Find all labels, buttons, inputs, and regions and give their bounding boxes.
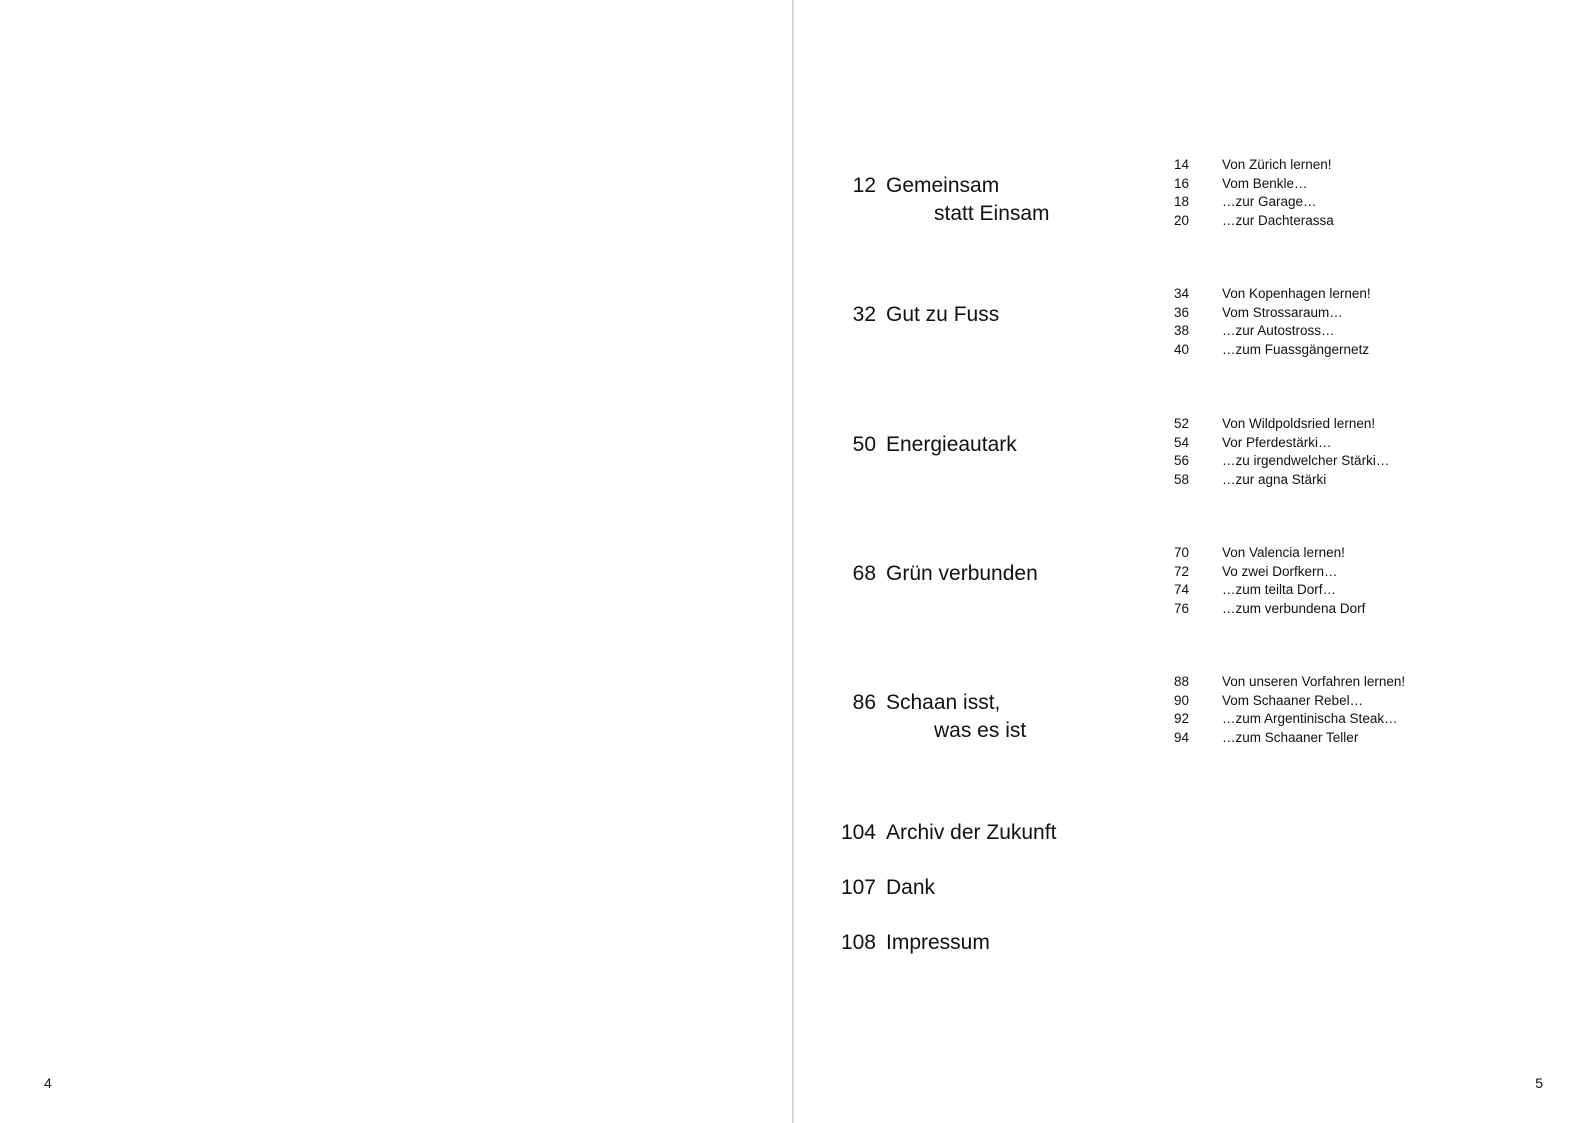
subsection-entry[interactable] [1174, 193, 1334, 212]
subsection-title: Von Kopenhagen lernen! [1222, 286, 1371, 301]
subsection-list [1174, 285, 1371, 360]
left-page [0, 0, 793, 1123]
subsection-title: …zur Garage… [1222, 194, 1317, 210]
subsection-entry[interactable] [1174, 434, 1389, 453]
chapter-title[interactable] [886, 874, 935, 902]
page-number-left: 4 [44, 1075, 52, 1091]
subsection-entry[interactable] [1174, 710, 1405, 729]
subsection-page-number: 52 [1174, 416, 1190, 431]
subsection-list [1174, 673, 1405, 748]
subsection-title: …zur Autostross… [1222, 323, 1335, 339]
subsection-entry[interactable] [1174, 600, 1365, 619]
subsection-title: …zum teilta Dorf… [1222, 582, 1337, 598]
subsection-entry[interactable] [1174, 341, 1371, 360]
subsection-page-number: 92 [1174, 711, 1190, 727]
subsection-entry[interactable] [1174, 212, 1334, 231]
subsection-title: Vom Strossaraum… [1222, 304, 1343, 320]
chapter-title[interactable] [886, 301, 999, 329]
subsection-title: …zu irgendwelcher Stärki… [1222, 453, 1390, 469]
subsection-entry[interactable] [1174, 322, 1371, 341]
chapter-page-number[interactable]: 104 [840, 821, 876, 844]
chapter-title[interactable] [886, 819, 1056, 847]
subsection-page-number: 72 [1174, 563, 1190, 579]
subsection-entry[interactable] [1174, 544, 1365, 563]
subsection-entry[interactable] [1174, 563, 1365, 582]
chapter-title-line: Grün verbunden [886, 562, 1038, 585]
subsection-page-number: 36 [1174, 304, 1190, 320]
subsection-page-number: 58 [1174, 472, 1190, 488]
chapter-title[interactable] [886, 431, 1017, 459]
chapter-page-number[interactable]: 32 [852, 303, 876, 326]
subsection-title: Von Valencia lernen! [1222, 545, 1345, 560]
subsection-entry[interactable] [1174, 692, 1405, 711]
chapter-title-line: Dank [886, 876, 936, 899]
subsection-list [1174, 544, 1365, 619]
subsection-page-number: 54 [1174, 434, 1190, 450]
chapter-title[interactable] [886, 689, 1026, 745]
subsection-title: Von Zürich lernen! [1222, 157, 1332, 172]
subsection-page-number: 38 [1174, 323, 1190, 339]
chapter-title[interactable] [886, 929, 990, 957]
subsection-entry[interactable] [1174, 304, 1371, 323]
subsection-title: …zum Fuassgängernetz [1222, 342, 1370, 358]
subsection-page-number: 74 [1174, 582, 1190, 598]
subsection-entry[interactable] [1174, 673, 1405, 692]
chapter-page-number[interactable]: 108 [840, 931, 876, 954]
subsection-page-number: 40 [1174, 342, 1190, 358]
chapter-title[interactable] [886, 172, 1050, 228]
subsection-list [1174, 156, 1334, 231]
subsection-title: Vom Schaaner Rebel… [1222, 692, 1364, 708]
subsection-page-number: 34 [1174, 286, 1190, 301]
subsection-page-number: 16 [1174, 175, 1190, 191]
subsection-list [1174, 415, 1389, 490]
chapter-title-line: Schaan isst, [886, 691, 1001, 714]
page-number-right: 5 [1535, 1075, 1543, 1091]
subsection-entry[interactable] [1174, 156, 1334, 175]
subsection-page-number: 18 [1174, 194, 1190, 210]
chapter-title-line: Gut zu Fuss [886, 303, 1000, 326]
chapter-page-number[interactable]: 107 [840, 876, 876, 899]
subsection-title: Von unseren Vorfahren lernen! [1222, 674, 1406, 689]
right-page-table-of-contents [794, 0, 1587, 1123]
subsection-page-number: 20 [1174, 213, 1190, 229]
subsection-page-number: 88 [1174, 674, 1190, 689]
chapter-page-number[interactable]: 12 [852, 174, 876, 197]
subsection-title: Vo zwei Dorfkern… [1222, 563, 1338, 579]
subsection-entry[interactable] [1174, 285, 1371, 304]
subsection-title: Vor Pferdestärki… [1222, 434, 1332, 450]
chapter-page-number[interactable]: 68 [852, 562, 876, 585]
subsection-entry[interactable] [1174, 175, 1334, 194]
subsection-title: Von Wildpoldsried lernen! [1222, 416, 1376, 431]
chapter-page-number[interactable]: 50 [852, 433, 876, 456]
subsection-entry[interactable] [1174, 471, 1389, 490]
chapter-title-line: was es ist [934, 719, 1027, 742]
chapter-title-line: Gemeinsam [886, 174, 1000, 197]
subsection-page-number: 90 [1174, 692, 1190, 708]
subsection-entry[interactable] [1174, 452, 1389, 471]
subsection-page-number: 70 [1174, 545, 1190, 560]
chapter-title[interactable] [886, 560, 1038, 588]
subsection-page-number: 94 [1174, 730, 1190, 746]
chapter-title-line: Archiv der Zukunft [886, 821, 1057, 844]
subsection-title: …zur agna Stärki [1222, 472, 1327, 488]
subsection-entry[interactable] [1174, 729, 1405, 748]
subsection-entry[interactable] [1174, 581, 1365, 600]
subsection-page-number: 76 [1174, 601, 1190, 617]
chapter-page-number[interactable]: 86 [852, 691, 876, 714]
subsection-title: …zum Argentinischa Steak… [1222, 711, 1398, 727]
subsection-title: …zum Schaaner Teller [1222, 730, 1359, 746]
subsection-page-number: 56 [1174, 453, 1190, 469]
chapter-title-line: statt Einsam [934, 202, 1050, 225]
subsection-page-number: 14 [1174, 157, 1190, 172]
subsection-title: Vom Benkle… [1222, 175, 1308, 191]
subsection-entry[interactable] [1174, 415, 1389, 434]
chapter-title-line: Energieautark [886, 433, 1017, 456]
chapter-title-line: Impressum [886, 931, 990, 954]
subsection-title: …zur Dachterassa [1222, 213, 1334, 229]
subsection-title: …zum verbundena Dorf [1222, 601, 1366, 617]
